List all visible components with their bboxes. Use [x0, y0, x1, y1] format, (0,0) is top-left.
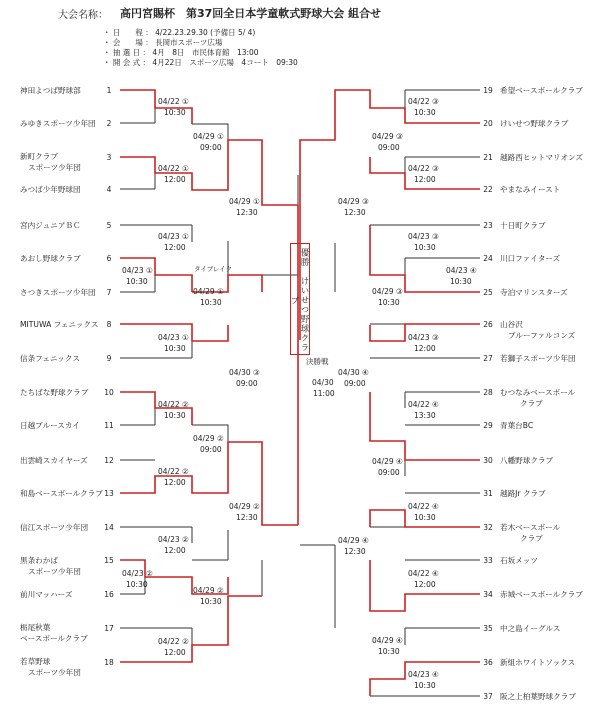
team-name: 神田よつば野球部	[20, 86, 81, 95]
team-number: 30	[483, 456, 493, 465]
team-number: 15	[104, 556, 114, 565]
team-name: 若草野球	[20, 657, 51, 666]
team-number: 24	[483, 254, 493, 263]
tiebreak-label: タイブレイク	[194, 265, 232, 273]
match-date: 04/29 ③	[338, 197, 369, 206]
match-time: 09:00	[236, 379, 258, 388]
match-time: 10:30	[378, 647, 400, 656]
match-time: 10:30	[414, 513, 436, 522]
team-number: 14	[104, 523, 114, 532]
match-date: 04/29 ①	[193, 132, 224, 141]
match-time: 13:30	[414, 411, 436, 420]
match-time: 12:00	[164, 175, 186, 184]
team-name: 希望ベースボールクラブ	[500, 86, 583, 95]
team-number: 3	[106, 153, 112, 162]
team-name: 阪之上柏葉野球クラブ	[500, 692, 576, 701]
team-name: 栃尾秋葉	[20, 623, 51, 632]
team-name: 若木ベースボール	[500, 523, 561, 532]
team-number: 31	[483, 489, 493, 498]
team-number: 12	[104, 456, 114, 465]
match-date: 04/29 ②	[193, 586, 224, 595]
team-name: 中之島イーグルス	[500, 624, 561, 633]
team-name: 青葉台BC	[500, 421, 534, 430]
champion-label: 優勝	[299, 248, 309, 268]
team-name: 出雲崎スカイヤーズ	[20, 456, 88, 465]
match-date: 04/23 ①	[158, 333, 189, 342]
team-number: 32	[483, 523, 493, 532]
team-number: 8	[106, 320, 112, 329]
team-number: 4	[106, 185, 112, 194]
match-date: 04/29 ①	[193, 287, 224, 296]
team-name: 信江スポーツ少年団	[20, 523, 89, 532]
final-date: 04/30	[312, 378, 334, 387]
match-date: 04/22 ②	[158, 400, 189, 409]
team-number: 26	[483, 320, 493, 329]
team-number: 20	[483, 119, 493, 128]
match-time: 12:00	[414, 580, 436, 589]
match-date: 04/23 ①	[122, 266, 153, 275]
team-name: 十日町クラブ	[500, 221, 546, 230]
team-number: 17	[104, 624, 114, 633]
team-number: 27	[483, 354, 493, 363]
team-number: 10	[104, 388, 114, 397]
match-date: 04/30 ④	[338, 368, 369, 377]
match-date: 04/23 ①	[158, 232, 189, 241]
match-time: 09:00	[200, 143, 222, 152]
team-number: 2	[106, 119, 112, 128]
match-date: 04/23 ②	[158, 535, 189, 544]
team-name: 寺泊マリンスターズ	[500, 288, 568, 297]
match-date: 04/23 ④	[446, 266, 477, 275]
team-name: 日越ブルースカイ	[20, 421, 80, 430]
match-date: 04/23 ②	[122, 569, 153, 578]
match-date: 04/22 ②	[158, 637, 189, 646]
match-date: 04/23 ③	[408, 232, 439, 241]
team-name: 山谷沢	[500, 320, 523, 329]
team-number: 23	[483, 221, 493, 230]
match-time: 09:00	[378, 468, 400, 477]
match-time: 10:30	[164, 108, 186, 117]
team-name-2: クラブ	[520, 399, 543, 408]
team-number: 22	[483, 185, 493, 194]
match-date: 04/23 ④	[408, 670, 439, 679]
match-date: 04/22 ①	[158, 164, 189, 173]
match-time: 12:00	[414, 344, 436, 353]
tournament-label: 大会名称：	[58, 10, 108, 21]
match-time: 12:00	[164, 478, 186, 487]
match-time: 12:30	[236, 208, 258, 217]
team-number: 25	[483, 288, 493, 297]
match-time: 10:30	[414, 243, 436, 252]
match-date: 04/22 ①	[158, 97, 189, 106]
final-label: 決勝戦	[306, 357, 329, 366]
match-date: 04/29 ④	[338, 536, 369, 545]
team-name: 宮内ジュニアＢＣ	[20, 221, 81, 230]
team-name: 和島ベースボールクラブ	[20, 489, 103, 498]
team-name: むつなみベースボール	[500, 388, 576, 397]
final-time: 11:00	[313, 389, 335, 398]
team-number: 9	[106, 354, 112, 363]
team-name-2: ベースボールクラブ	[20, 634, 88, 643]
info-line: ・ 開 会 式 ： 4月22日 スポーツ広場 4コート 09:30	[103, 58, 298, 67]
match-date: 04/22 ④	[408, 400, 439, 409]
match-date: 04/29 ①	[229, 197, 260, 206]
team-name: 信条フェニックス	[20, 354, 80, 363]
match-time: 10:30	[126, 277, 148, 286]
team-number: 19	[483, 86, 493, 95]
match-date: 04/29 ③	[372, 132, 403, 141]
team-name-2: クラブ	[520, 534, 543, 543]
match-time: 10:30	[200, 597, 222, 606]
match-date: 04/29 ③	[372, 287, 403, 296]
team-number: 21	[483, 153, 493, 162]
team-number: 16	[104, 590, 114, 599]
match-date: 04/22 ②	[158, 467, 189, 476]
team-name: さつきスポーツ少年団	[20, 288, 96, 297]
team-name: 前川マッハーズ	[20, 590, 73, 599]
match-date: 04/22 ④	[408, 502, 439, 511]
team-number: 5	[106, 221, 112, 230]
team-name: 八幡野球クラブ	[500, 456, 554, 465]
match-time: 10:30	[200, 298, 222, 307]
team-number: 6	[106, 254, 112, 263]
team-name: 石坂メッツ	[500, 556, 538, 565]
match-date: 04/23 ③	[408, 333, 439, 342]
team-name: あおし野球クラブ	[20, 254, 81, 263]
match-time: 10:30	[414, 108, 436, 117]
match-time: 10:30	[414, 681, 436, 690]
match-time: 10:30	[164, 411, 186, 420]
info-line: ・ 抽 選 日 ： 4月 8日 市民体育館 13:00	[103, 48, 259, 57]
team-name: けいせつ野球クラブ	[500, 119, 569, 128]
match-date: 04/29 ②	[193, 434, 224, 443]
match-time: 10:30	[164, 344, 186, 353]
page-title: 高円宮賜杯 第37回全日本学童軟式野球大会 組合せ	[120, 7, 382, 20]
team-name: みゆきスポーツ少年団	[20, 119, 96, 128]
match-time: 10:30	[126, 580, 148, 589]
match-time: 12:30	[344, 208, 366, 217]
match-date: 04/22 ③	[408, 164, 439, 173]
team-name: やまなみイースト	[500, 185, 561, 194]
match-time: 09:00	[200, 445, 222, 454]
team-name: 新組ホワイトソックス	[500, 658, 576, 667]
match-time: 12:00	[414, 175, 436, 184]
match-time: 09:00	[378, 143, 400, 152]
team-name: みつば少年野球団	[20, 185, 81, 194]
match-time: 10:30	[378, 298, 400, 307]
team-name: 越路西ヒットマリオンズ	[500, 153, 583, 162]
team-name: たちばな野球クラブ	[20, 388, 89, 397]
team-number: 35	[483, 624, 493, 633]
match-date: 04/29 ②	[229, 502, 260, 511]
match-date: 04/30 ③	[229, 368, 260, 377]
team-name-2: スポーツ少年団	[28, 163, 81, 172]
match-time: 10:30	[450, 277, 472, 286]
info-line: ・ 日 程 ： 4/22.23.29.30 (予備日 5/ 4)	[103, 28, 256, 37]
team-number: 29	[483, 421, 493, 430]
match-time: 09:00	[344, 379, 366, 388]
team-name: MITUWA フェニックス	[20, 320, 99, 329]
match-time: 12:30	[236, 513, 258, 522]
match-time: 12:00	[164, 546, 186, 555]
team-number: 7	[106, 288, 112, 297]
team-name: 黒条わかば	[20, 556, 58, 565]
team-name-2: ブルーファルコンズ	[508, 331, 576, 340]
team-number: 13	[104, 489, 114, 498]
champion-box	[290, 243, 310, 355]
team-number: 1	[106, 86, 112, 95]
team-name: 新町クラブ	[20, 152, 58, 161]
match-time: 12:00	[164, 648, 186, 657]
team-number: 28	[483, 388, 493, 397]
info-line: ・ 会 場 ： 長岡市スポーツ広場	[103, 38, 223, 47]
team-number: 36	[483, 658, 493, 667]
team-name-2: スポーツ少年団	[28, 668, 81, 677]
team-number: 11	[104, 421, 114, 430]
match-date: 04/22 ④	[408, 569, 439, 578]
team-name: 赤城ベースボールクラブ	[500, 590, 583, 599]
team-name: 越路Jr クラブ	[500, 489, 546, 498]
match-date: 04/29 ④	[372, 457, 403, 466]
team-number: 37	[483, 692, 493, 701]
team-name: 若獅子スポーツ少年団	[500, 354, 576, 363]
champion-team: けいせつ野球クラブ	[289, 276, 309, 353]
team-name-2: スポーツ少年団	[28, 567, 81, 576]
team-number: 34	[483, 590, 493, 599]
match-date: 04/29 ④	[372, 636, 403, 645]
match-time: 12:30	[344, 547, 366, 556]
match-time: 12:00	[164, 243, 186, 252]
match-date: 04/22 ③	[408, 97, 439, 106]
team-number: 33	[483, 556, 493, 565]
team-name: 川口ファイターズ	[500, 254, 561, 263]
team-number: 18	[104, 658, 114, 667]
